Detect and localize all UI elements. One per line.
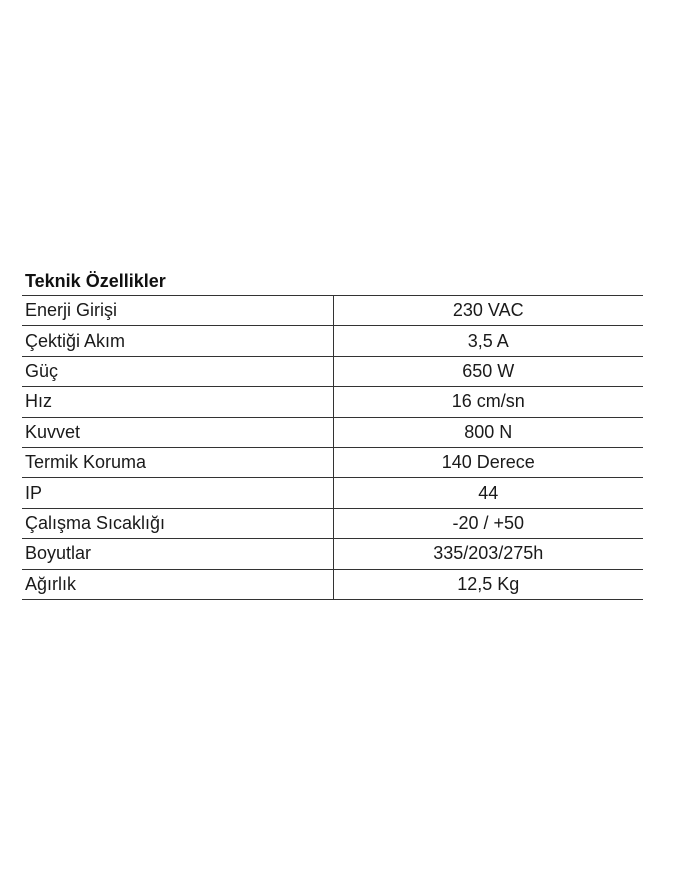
spec-value: 800 N — [333, 417, 643, 447]
spec-value: 335/203/275h — [333, 539, 643, 569]
spec-row-speed — [22, 387, 643, 417]
spec-value: 3,5 A — [333, 326, 643, 356]
spec-row-energy-input — [22, 296, 643, 326]
spec-label: Hız — [22, 387, 333, 417]
spec-row-current — [22, 326, 643, 356]
spec-label: Çalışma Sıcaklığı — [22, 508, 333, 538]
spec-value: 140 Derece — [333, 447, 643, 477]
spec-table — [22, 295, 643, 600]
spec-row-ip — [22, 478, 643, 508]
spec-row-weight — [22, 569, 643, 599]
spec-label: Güç — [22, 356, 333, 386]
spec-label: Kuvvet — [22, 417, 333, 447]
spec-label: Enerji Girişi — [22, 296, 333, 326]
spec-label: Termik Koruma — [22, 447, 333, 477]
spec-value: 12,5 Kg — [333, 569, 643, 599]
spec-label: Ağırlık — [22, 569, 333, 599]
spec-row-thermal-protection — [22, 447, 643, 477]
spec-value: -20 / +50 — [333, 508, 643, 538]
spec-value: 230 VAC — [333, 296, 643, 326]
spec-title: Teknik Özellikler — [25, 271, 166, 291]
spec-label: Boyutlar — [22, 539, 333, 569]
spec-value: 44 — [333, 478, 643, 508]
spec-label: IP — [22, 478, 333, 508]
spec-label: Çektiği Akım — [22, 326, 333, 356]
spec-row-power — [22, 356, 643, 386]
spec-value: 650 W — [333, 356, 643, 386]
spec-row-operating-temp — [22, 508, 643, 538]
spec-row-dimensions — [22, 539, 643, 569]
spec-section — [22, 268, 643, 600]
spec-value: 16 cm/sn — [333, 387, 643, 417]
spec-row-force — [22, 417, 643, 447]
